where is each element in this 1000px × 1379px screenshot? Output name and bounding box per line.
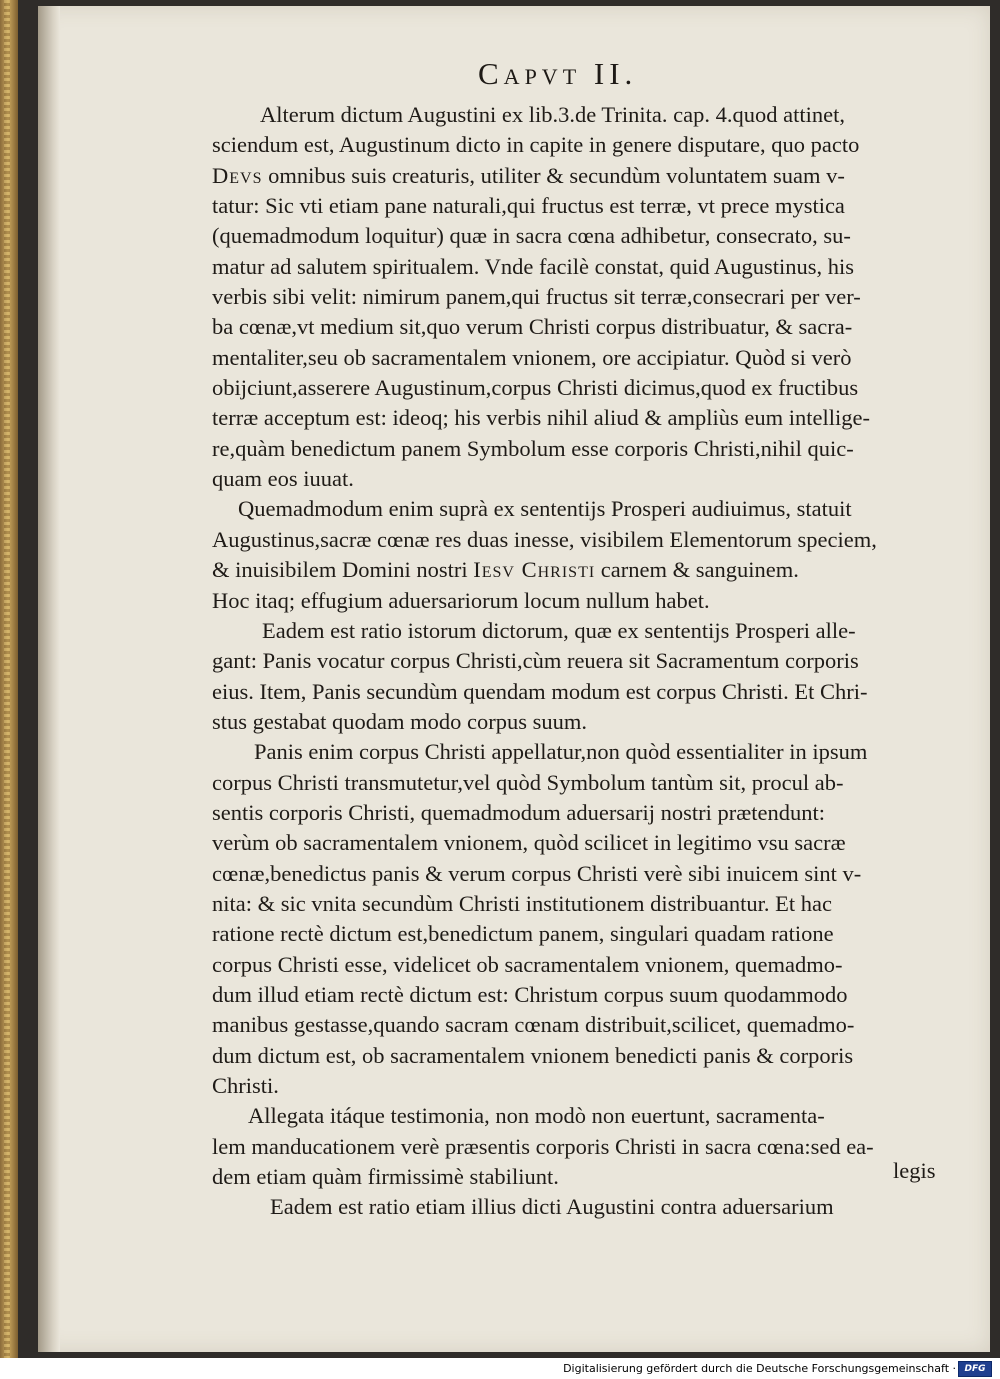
text-line: terræ acceptum est: ideoq; his verbis nihil aliud & ampliùs eum intellige- (212, 405, 870, 431)
text-line: dem etiam quàm firmissimè stabiliunt. (212, 1164, 559, 1190)
catchword: legis (893, 1158, 936, 1183)
text-line: stus gestabat quodam modo corpus suum. (212, 708, 587, 734)
text-line: Alterum dictum Augustini ex lib.3.de Trinita. cap. 4.quod attinet, (260, 102, 845, 127)
text-fragment: & inuisibilem Domini nostri (212, 557, 468, 583)
text-line: Christi. (212, 1073, 279, 1098)
text-fragment: carnem & sanguinem. (600, 557, 799, 583)
chapter-heading: Capvt II. (478, 56, 638, 91)
smallcaps-deus: Devs (212, 162, 263, 188)
page-spine-shadow (38, 6, 60, 1352)
text-line: ratione rectè dictum est,benedictum panem, singulari quadam ratione (212, 921, 834, 947)
text-line: re,quàm benedictum panem Symbolum esse corporis Christi,nihil quic- (212, 435, 854, 461)
text-line: tatur: Sic vti etiam pane naturali,qui fructus est terræ, vt prece mystica (212, 193, 845, 219)
text-line: sentis corporis Christi, quemadmodum aduersarij nostri prætendunt: (212, 799, 826, 825)
text-line: obijciunt,asserere Augustinum,corpus Christi dicimus,quod ex fructibus (212, 375, 859, 401)
text-line: Hoc itaq; effugium aduersariorum locum nullum habet. (212, 587, 710, 613)
text-line (212, 555, 948, 585)
gilt-texture (4, 0, 10, 1358)
text-line: (quemadmodum loquitur) quæ in sacra cœna adhibetur, consecrato, su- (212, 223, 851, 249)
text-line: Quemadmodum enim suprà ex sententijs Prosperi audiuimus, statuit (238, 496, 852, 522)
text-line: corpus Christi transmutetur,vel quòd Symbolum tantùm sit, procul ab- (212, 769, 844, 795)
body-text (212, 100, 948, 1223)
text-line: verùm ob sacramentalem vnionem, quòd scilicet in legitimo vsu sacræ (212, 830, 846, 856)
text-line (212, 161, 948, 191)
text-line: corpus Christi esse, videlicet ob sacramentalem vnionem, quemadmo- (212, 951, 843, 977)
text-line: quam eos iuuat. (212, 466, 354, 492)
text-line: ba cœnæ,vt medium sit,quo verum Christi corpus distribuatur, & sacra- (212, 314, 853, 340)
text-line: Augustinus,sacræ cœnæ res duas inesse, visibilem Elementorum speciem, (212, 526, 877, 552)
smallcaps-iesu-christi: Iesv Christi (473, 557, 596, 583)
text-line: Panis enim corpus Christi appellatur,non quòd essentialiter in ipsum (254, 739, 868, 765)
text-line: lem manducationem verè præsentis corporis Christi in sacra cœna:sed ea- (212, 1133, 874, 1159)
text-line: eius. Item, Panis secundùm quendam modum est corpus Christi. Et Chri- (212, 678, 868, 704)
text-line: Allegata itáque testimonia, non modò non euertunt, sacramenta- (248, 1103, 825, 1129)
text-line: mentaliter,seu ob sacramentalem vnionem, ore accipiatur. Quòd si verò (212, 344, 852, 370)
text-line: verbis sibi velit: nimirum panem,qui fructus sit terræ,consecrari per ver- (212, 284, 861, 310)
text-line: Eadem est ratio etiam illius dicti Augustini contra aduersarium (270, 1194, 834, 1220)
text-line: sciendum est, Augustinum dicto in capite in genere disputare, quo pacto (212, 132, 860, 158)
footer-bar (0, 1358, 1000, 1379)
text-line: manibus gestasse,quando sacram cœnam distribuit,scilicet, quemadmo- (212, 1012, 855, 1038)
text-line: matur ad salutem spiritualem. Vnde facilè constat, quid Augustinus, his (212, 253, 854, 279)
text-line: dum dictum est, ob sacramentalem vnionem benedicti panis & corporis (212, 1042, 854, 1068)
text-line: dum illud etiam rectè dictum est: Christum corpus suum quodammodo (212, 981, 848, 1007)
text-line: cœnæ,benedictus panis & verum corpus Christi verè sibi inuicem sint v- (212, 860, 862, 886)
text-line: Eadem est ratio istorum dictorum, quæ ex sententijs Prosperi alle- (262, 617, 856, 643)
text-line: nita: & sic vnita secundùm Christi institutionem distribuantur. Et hac (212, 890, 832, 916)
gilded-page-edge (0, 0, 18, 1358)
text-line: gant: Panis vocatur corpus Christi,cùm reuera sit Sacramentum corporis (212, 648, 859, 674)
dfg-logo-icon: DFG (958, 1361, 992, 1377)
text-fragment: omnibus suis creaturis, utiliter & secundùm voluntatem suam v- (268, 162, 845, 188)
funding-notice: Digitalisierung gefördert durch die Deutsche Forschungsgemeinschaft · (563, 1362, 956, 1375)
